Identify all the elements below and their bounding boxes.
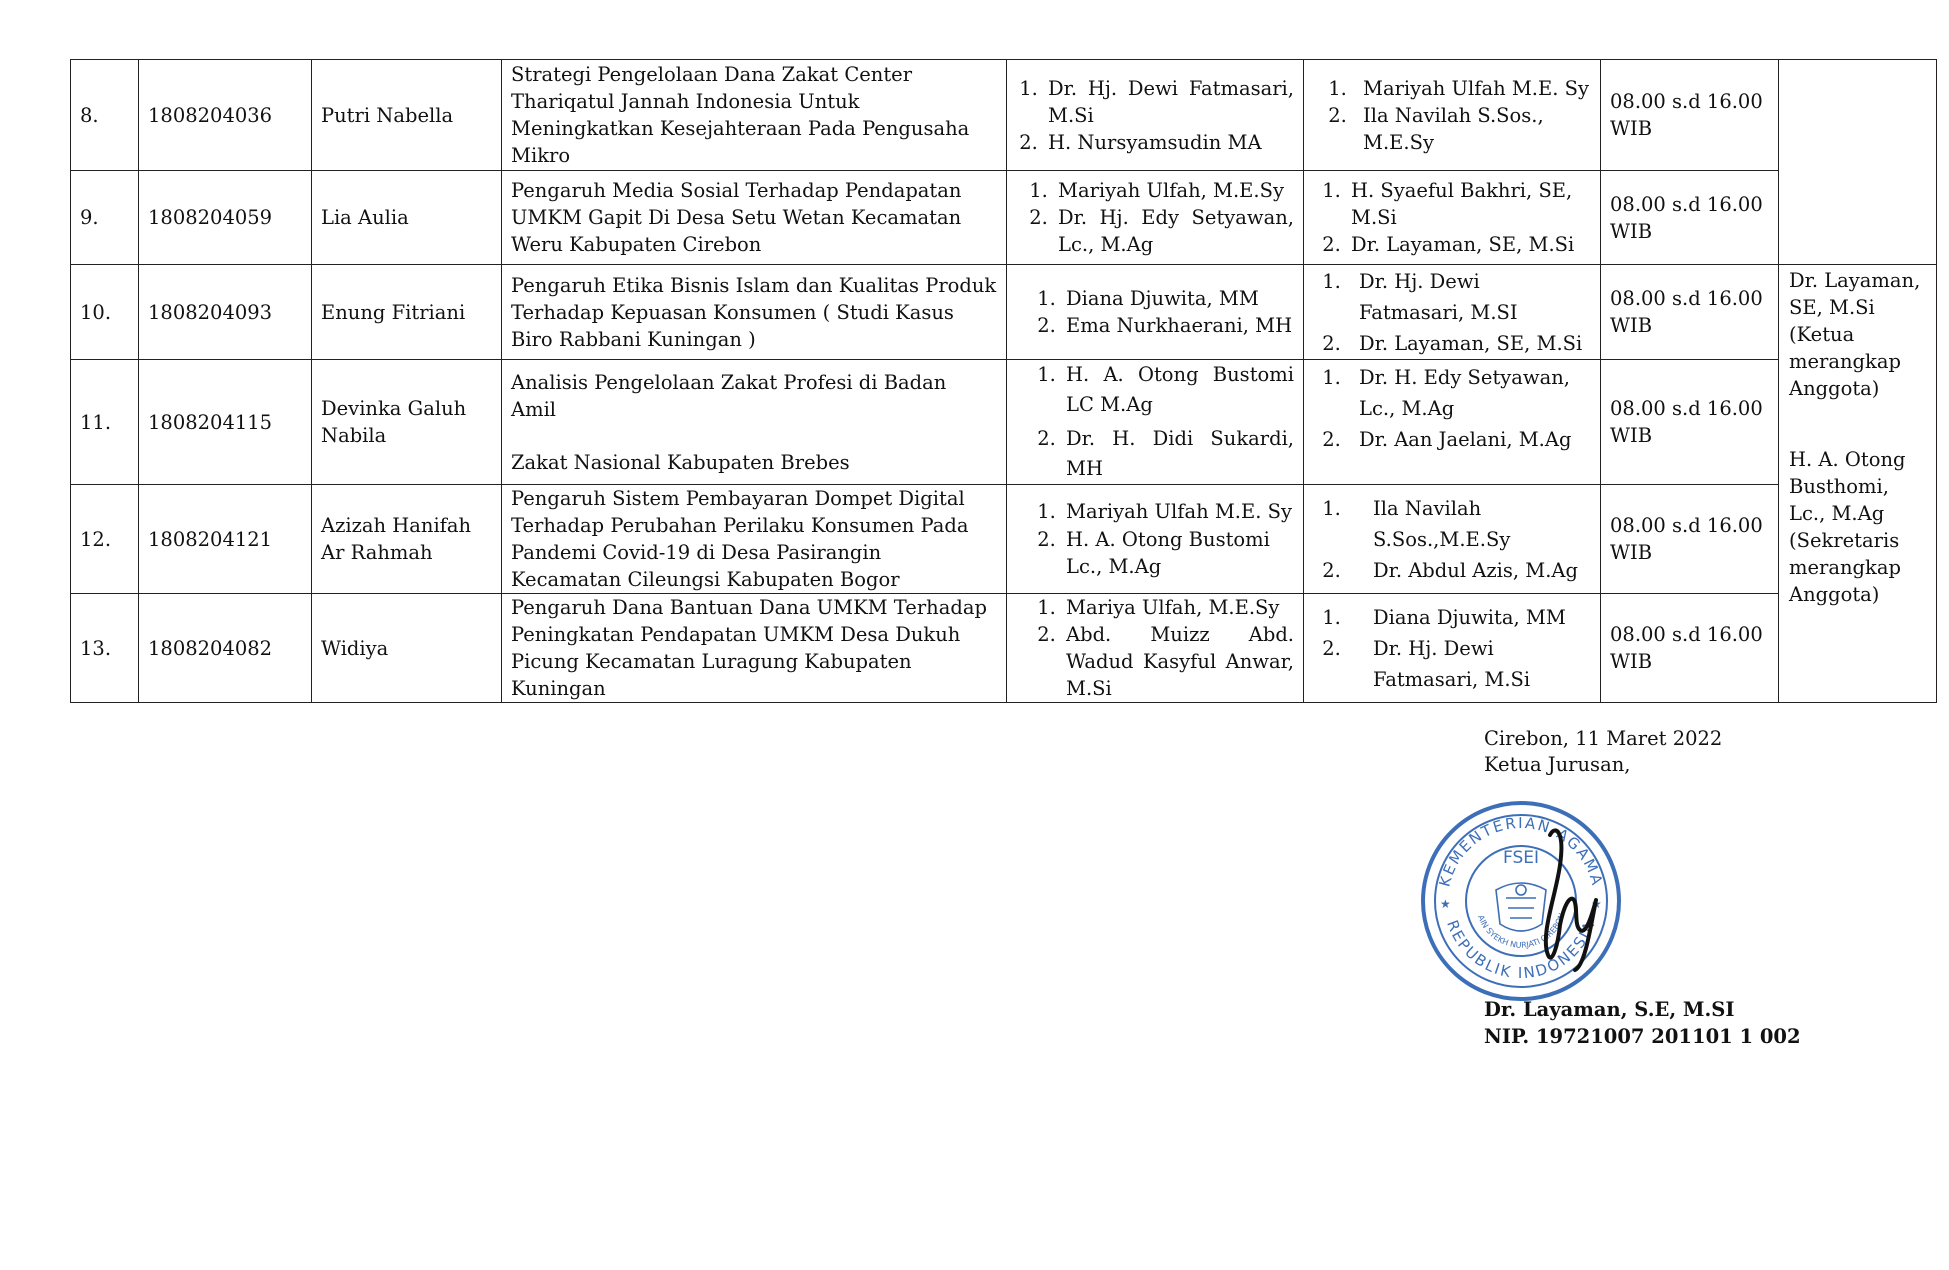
stamp-bottom-text: REPUBLIK INDONESIA bbox=[1443, 917, 1599, 983]
committee-secretary-role: (Sekretaris merangkap Anggota) bbox=[1789, 529, 1901, 606]
thesis-title-line: Analisis Pengelolaan Zakat Profesi di Badan Amil bbox=[511, 370, 947, 421]
supervisors-cell bbox=[1007, 485, 1304, 594]
signer-name: Dr. Layaman, S.E, M.SI bbox=[1484, 998, 1735, 1021]
supervisor-list bbox=[1016, 285, 1294, 339]
student-name: Putri Nabella bbox=[312, 60, 502, 171]
examiner-list bbox=[1313, 362, 1591, 455]
table-row bbox=[71, 594, 1937, 703]
row-number: 12. bbox=[71, 485, 139, 594]
exam-time: 08.00 s.d 16.00 WIB bbox=[1601, 594, 1779, 703]
exam-time: 08.00 s.d 16.00 WIB bbox=[1601, 360, 1779, 485]
supervisor-item: 1. Diana Djuwita, MM bbox=[1062, 285, 1294, 312]
student-name: Widiya bbox=[312, 594, 502, 703]
exam-time: 08.00 s.d 16.00 WIB bbox=[1601, 265, 1779, 360]
supervisors-cell bbox=[1007, 171, 1304, 265]
supervisor-item: 1. Mariyah Ulfah, M.E.Sy bbox=[1054, 177, 1294, 204]
exam-time: 08.00 s.d 16.00 WIB bbox=[1601, 485, 1779, 594]
examiner-item: 2. Ila Navilah S.Sos., M.E.Sy bbox=[1353, 102, 1591, 156]
place-date: Cirebon, 11 Maret 2022 bbox=[1484, 727, 1723, 750]
examiner-list bbox=[1313, 266, 1591, 359]
examiner-item: 2. Dr. Abdul Azis, M.Ag bbox=[1347, 555, 1591, 586]
examiners-cell bbox=[1304, 60, 1601, 171]
thesis-title: Pengaruh Etika Bisnis Islam dan Kualitas Produk Terhadap Kepuasan Konsumen ( Studi Kasus Biro Rabbani Kuningan ) bbox=[502, 265, 1007, 360]
examiners-cell bbox=[1304, 594, 1601, 703]
signature-block-footer bbox=[1484, 996, 1801, 1050]
supervisors-cell bbox=[1007, 265, 1304, 360]
row-number: 9. bbox=[71, 171, 139, 265]
student-id: 1808204059 bbox=[139, 171, 312, 265]
student-name: Lia Aulia bbox=[312, 171, 502, 265]
examiners-cell bbox=[1304, 171, 1601, 265]
committee-cell-empty bbox=[1779, 60, 1937, 265]
thesis-title: Pengaruh Sistem Pembayaran Dompet Digital Terhadap Perubahan Perilaku Konsumen Pada Pandemi Covid-19 di Desa Pasirangin Kecamatan Cileungsi Kabupaten Bogor bbox=[502, 485, 1007, 594]
supervisor-item: 2. H. Nursyamsudin MA bbox=[1044, 129, 1294, 156]
supervisor-list bbox=[1016, 360, 1294, 484]
row-number: 11. bbox=[71, 360, 139, 485]
supervisor-item: 2. Dr. Hj. Edy Setyawan, Lc., M.Ag bbox=[1054, 204, 1294, 258]
examiner-item: 1. Diana Djuwita, MM bbox=[1347, 602, 1591, 633]
stamp-center-text: FSEI bbox=[1502, 848, 1540, 868]
examiner-item: 2. Dr. Layaman, SE, M.Si bbox=[1347, 328, 1591, 359]
student-id: 1808204036 bbox=[139, 60, 312, 171]
exam-time: 08.00 s.d 16.00 WIB bbox=[1601, 60, 1779, 171]
supervisor-item: 2. Ema Nurkhaerani, MH bbox=[1062, 312, 1294, 339]
table-row bbox=[71, 265, 1937, 360]
star-icon: ★ bbox=[1591, 897, 1602, 911]
table-row bbox=[71, 485, 1937, 594]
thesis-title: Pengaruh Media Sosial Terhadap Pendapatan UMKM Gapit Di Desa Setu Wetan Kecamatan Weru Kabupaten Cirebon bbox=[502, 171, 1007, 265]
examiners-cell bbox=[1304, 265, 1601, 360]
row-number: 13. bbox=[71, 594, 139, 703]
table-row bbox=[71, 360, 1937, 485]
examiner-list bbox=[1313, 177, 1591, 258]
student-name: Devinka Galuh Nabila bbox=[312, 360, 502, 485]
committee-chair: Dr. Layaman, SE, M.Si bbox=[1789, 269, 1921, 319]
star-icon: ★ bbox=[1440, 897, 1451, 911]
signer-nip: NIP. 19721007 201101 1 002 bbox=[1484, 1025, 1801, 1048]
signature-block-header bbox=[1484, 726, 1722, 778]
examiner-item: 2. Dr. Aan Jaelani, M.Ag bbox=[1347, 424, 1591, 455]
examiner-item: 1. Dr. Hj. Dewi Fatmasari, M.SI bbox=[1347, 266, 1591, 328]
table-row bbox=[71, 60, 1937, 171]
supervisors-cell bbox=[1007, 594, 1304, 703]
examiner-list bbox=[1313, 602, 1591, 695]
supervisor-item: 1. Mariyah Ulfah M.E. Sy bbox=[1062, 498, 1294, 525]
supervisors-cell bbox=[1007, 60, 1304, 171]
row-number: 8. bbox=[71, 60, 139, 171]
committee-cell bbox=[1779, 265, 1937, 703]
student-id: 1808204121 bbox=[139, 485, 312, 594]
committee-secretary: H. A. Otong Busthomi, Lc., M.Ag bbox=[1789, 448, 1906, 525]
row-number: 10. bbox=[71, 265, 139, 360]
examiner-item: 1. Ila Navilah S.Sos.,M.E.Sy bbox=[1347, 493, 1591, 555]
supervisor-item: 1. Mariya Ulfah, M.E.Sy bbox=[1062, 594, 1294, 621]
examiner-item: 2. Dr. Hj. Dewi Fatmasari, M.Si bbox=[1347, 633, 1591, 695]
examiner-item: 1. Mariyah Ulfah M.E. Sy bbox=[1353, 75, 1591, 102]
table-row bbox=[71, 171, 1937, 265]
supervisor-list bbox=[1016, 177, 1294, 258]
supervisor-list bbox=[1016, 75, 1294, 156]
examiner-list bbox=[1313, 75, 1591, 156]
thesis-title: Pengaruh Dana Bantuan Dana UMKM Terhadap Peningkatan Pendapatan UMKM Desa Dukuh Picung Kecamatan Luragung Kabupaten Kuningan bbox=[502, 594, 1007, 703]
supervisor-item: 2. Abd. Muizz Abd. Wadud Kasyful Anwar, M.Si bbox=[1062, 621, 1294, 702]
examiner-item: 1. Dr. H. Edy Setyawan, Lc., M.Ag bbox=[1347, 362, 1591, 424]
examiner-item: 1. H. Syaeful Bakhri, SE, M.Si bbox=[1347, 177, 1591, 231]
committee-chair-role: (Ketua merangkap Anggota) bbox=[1789, 323, 1901, 400]
thesis-title-line: Zakat Nasional Kabupaten Brebes bbox=[511, 450, 850, 474]
supervisor-item: 1. H. A. Otong Bustomi LC M.Ag bbox=[1062, 360, 1294, 420]
examiners-cell bbox=[1304, 360, 1601, 485]
supervisors-cell bbox=[1007, 360, 1304, 485]
examiner-item: 2. Dr. Layaman, SE, M.Si bbox=[1347, 231, 1591, 258]
student-id: 1808204082 bbox=[139, 594, 312, 703]
handwritten-signature bbox=[1530, 815, 1620, 975]
student-name: Azizah Hanifah Ar Rahmah bbox=[312, 485, 502, 594]
examiners-cell bbox=[1304, 485, 1601, 594]
supervisor-list bbox=[1016, 594, 1294, 702]
supervisor-list bbox=[1016, 498, 1294, 580]
schedule-table bbox=[70, 59, 1937, 703]
examiner-list bbox=[1313, 493, 1591, 586]
student-id: 1808204093 bbox=[139, 265, 312, 360]
exam-time: 08.00 s.d 16.00 WIB bbox=[1601, 171, 1779, 265]
student-id: 1808204115 bbox=[139, 360, 312, 485]
supervisor-item: 2. Dr. H. Didi Sukardi, MH bbox=[1062, 424, 1294, 484]
thesis-title bbox=[502, 360, 1007, 485]
stamp-inner-text: AIN SYEKH NURJATI CIREBON bbox=[1476, 911, 1567, 950]
thesis-title: Strategi Pengelolaan Dana Zakat Center Thariqatul Jannah Indonesia Untuk Meningkatkan Kesejahteraan Pada Pengusaha Mikro bbox=[502, 60, 1007, 171]
supervisor-item: 1. Dr. Hj. Dewi Fatmasari, M.Si bbox=[1044, 75, 1294, 129]
signer-position: Ketua Jurusan, bbox=[1484, 753, 1631, 776]
supervisor-item: 2. H. A. Otong Bustomi Lc., M.Ag bbox=[1062, 526, 1294, 580]
stamp-top-text: KEMENTERIAN AGAMA bbox=[1435, 813, 1607, 889]
student-name: Enung Fitriani bbox=[312, 265, 502, 360]
